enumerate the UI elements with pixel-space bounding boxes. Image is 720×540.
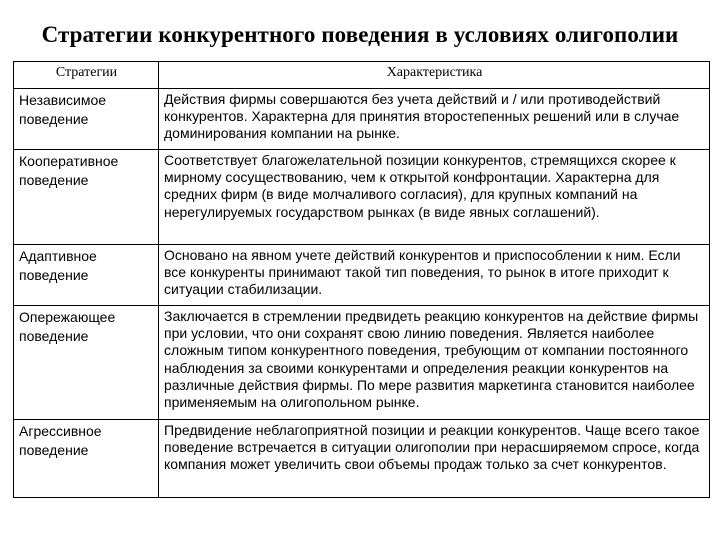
strategy-description: Предвидение неблагоприятной позиции и реакции конкурентов. Чаще всего такое поведение встречается в ситуации олигополии при нерасширяемом спросе, когда компания может увеличить свои объемы продаж только за счет конкурентов.: [159, 420, 710, 498]
table-row: [14, 420, 710, 498]
table-row: [14, 245, 710, 306]
column-header-strategies: Стратегии: [14, 62, 159, 89]
page-title: Стратегии конкурентного поведения в условиях олигополии: [41, 22, 679, 47]
strategy-name: Опережающее поведение: [14, 306, 159, 420]
strategy-description: Основано на явном учете действий конкурентов и приспособлении к ним. Если все конкуренты принимают такой тип поведения, то рынок в итоге приходит к ситуации стабилизации.: [159, 245, 710, 306]
strategies-table: [13, 61, 710, 498]
column-header-characteristic: Характеристика: [159, 62, 710, 89]
table-row: [14, 150, 710, 245]
strategy-name: Агрессивное поведение: [14, 420, 159, 498]
strategy-name: Кооперативное поведение: [14, 150, 159, 245]
table-row: [14, 306, 710, 420]
strategy-name: Адаптивное поведение: [14, 245, 159, 306]
strategy-description: Действия фирмы совершаются без учета действий и / или противодействий конкурентов. Характерна для принятия второстепенных решений или в случае доминирования компании на рынке.: [159, 89, 710, 150]
strategy-description: Заключается в стремлении предвидеть реакцию конкурентов на действие фирмы при условии, что они сохранят свою линию поведения. Является наиболее сложным типом конкурентного поведения, требующим от компании постоянного наблюдения за своими конкурентами и определения реакции конкурентов на различные действия фирмы. По мере развития маркетинга становится наиболее применяемым на олигопольном рынке.: [159, 306, 710, 420]
table-row: [14, 89, 710, 150]
strategy-name: Независимое поведение: [14, 89, 159, 150]
strategy-description: Соответствует благожелательной позиции конкурентов, стремящихся скорее к мирному сосуществованию, чем к открытой конфронтации. Характерна для средних фирм (в виде молчаливого согласия), для крупных компаний на нерегулируемых государством рынках (в виде явных соглашений).: [159, 150, 710, 245]
table-header-row: [14, 62, 710, 89]
